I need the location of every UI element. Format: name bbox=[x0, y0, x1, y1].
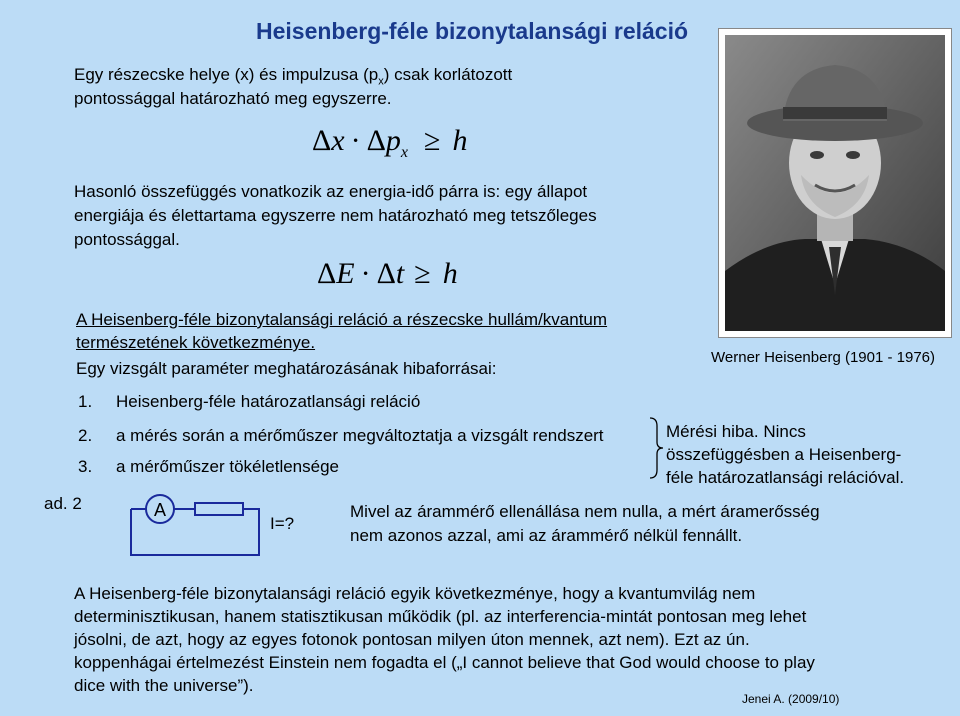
consequence-line-2: természetének következménye. bbox=[76, 333, 316, 352]
heisenberg-portrait bbox=[725, 35, 945, 331]
ammeter-label: A bbox=[153, 500, 167, 520]
intro-post: ) csak korlátozott bbox=[383, 65, 513, 84]
circuit-diagram bbox=[125, 485, 270, 560]
conclusion-line-3: jósolni, de azt, hogy az egyes fotonok pontosan milyen úton mennek, azt nem). Ezt az ún. bbox=[74, 630, 750, 649]
ad2-text-1: Mivel az árammérő ellenállása nem nulla, a mért áramerősség bbox=[350, 502, 820, 521]
delta-symbol: Δ bbox=[317, 257, 337, 290]
geq-operator: ≥ bbox=[424, 124, 441, 157]
var-t: t bbox=[395, 257, 405, 290]
geq-operator: ≥ bbox=[414, 257, 431, 290]
dot-operator: · bbox=[350, 124, 361, 157]
energy-time-formula bbox=[317, 257, 458, 291]
right-brace-icon bbox=[648, 416, 664, 480]
source-text: a mérőműszer tökéletlensége bbox=[116, 457, 340, 476]
conclusion-line-4: koppenhágai értelmezést Einstein nem fogadta el („I cannot believe that God would choose to play bbox=[74, 653, 815, 672]
energy-text-1: Hasonló összefüggés vonatkozik az energia-idő párra is: egy állapot bbox=[74, 182, 588, 201]
energy-text-3: pontossággal. bbox=[74, 230, 180, 249]
ad2-label: ad. 2 bbox=[44, 494, 82, 513]
delta-symbol: Δ bbox=[312, 124, 332, 157]
intro-line-2: pontossággal határozható meg egyszerre. bbox=[74, 89, 392, 108]
intro-sub: x bbox=[378, 75, 384, 88]
source-num: 2. bbox=[78, 426, 93, 445]
conclusion-line-5: dice with the universe”). bbox=[74, 676, 254, 695]
dot-operator: · bbox=[360, 257, 371, 290]
measurement-error-2: összefüggésben a Heisenberg- bbox=[666, 445, 902, 464]
var-p: p bbox=[385, 124, 401, 157]
position-momentum-formula bbox=[312, 124, 468, 162]
source-item-1 bbox=[78, 390, 420, 414]
source-item-2 bbox=[78, 424, 604, 448]
measurement-error-3: féle határozatlansági relációval. bbox=[666, 468, 905, 487]
source-item-3 bbox=[78, 455, 339, 479]
source-text: Heisenberg-féle határozatlansági reláció bbox=[116, 392, 421, 411]
ad2-text-2: nem azonos azzal, ami az árammérő nélkül fennállt. bbox=[350, 526, 743, 545]
resistor-icon bbox=[195, 503, 243, 515]
delta-symbol: Δ bbox=[366, 124, 386, 157]
var-h: h bbox=[442, 257, 458, 290]
portrait-frame bbox=[718, 28, 952, 338]
delta-symbol: Δ bbox=[376, 257, 396, 290]
source-num: 3. bbox=[78, 457, 93, 476]
author-credit: Jenei A. (2009/10) bbox=[742, 692, 840, 706]
var-h: h bbox=[452, 124, 468, 157]
photo-caption: Werner Heisenberg (1901 - 1976) bbox=[711, 349, 936, 366]
page-title: Heisenberg-féle bizonytalansági reláció bbox=[256, 18, 689, 44]
current-label: I=? bbox=[270, 514, 295, 533]
var-x: x bbox=[331, 124, 345, 157]
conclusion-line-2: determinisztikusan, hanem statisztikusan működik (pl. az interferencia-mintát pontosan meg lehet bbox=[74, 607, 807, 626]
measurement-error-1: Mérési hiba. Nincs bbox=[666, 422, 806, 441]
conclusion-line-1: A Heisenberg-féle bizonytalansági reláció egyik következménye, hogy a kvantumvilág nem bbox=[74, 584, 756, 603]
var-E: E bbox=[336, 257, 355, 290]
source-text: a mérés során a mérőműszer megváltoztatja a vizsgált rendszert bbox=[116, 426, 604, 445]
var-p-sub: x bbox=[400, 144, 409, 161]
source-num: 1. bbox=[78, 392, 93, 411]
consequence-line-1: A Heisenberg-féle bizonytalansági reláció a részecske hullám/kvantum bbox=[76, 310, 608, 329]
energy-text-2: energiája és élettartama egyszerre nem határozható meg tetszőleges bbox=[74, 206, 597, 225]
intro-pre: Egy részecske helye (x) és impulzusa (p bbox=[74, 65, 379, 84]
sources-heading: Egy vizsgált paraméter meghatározásának hibaforrásai: bbox=[76, 359, 497, 378]
